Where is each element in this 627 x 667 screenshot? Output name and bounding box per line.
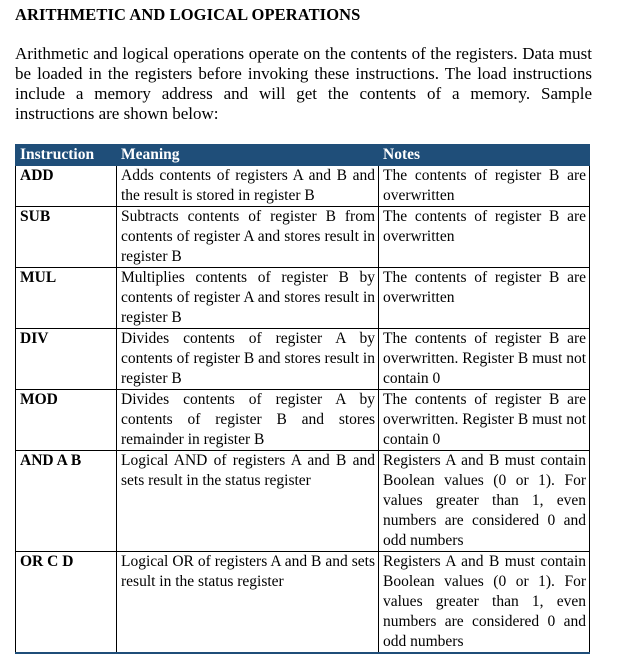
table-row (16, 451, 590, 552)
table-row (16, 207, 590, 268)
instruction-cell: MUL (16, 268, 117, 329)
header-instruction: Instruction (16, 145, 117, 166)
instruction-cell: SUB (16, 207, 117, 268)
meaning-cell: Divides contents of register A by contents of register B and stores remainder in register B (117, 390, 379, 451)
notes-cell: Registers A and B must contain Boolean values (0 or 1). For values greater than 1, even numbers are considered 0 and odd numbers (379, 451, 590, 552)
table-row (16, 390, 590, 451)
instruction-cell: MOD (16, 390, 117, 451)
notes-cell: The contents of register B are overwritten (379, 166, 590, 207)
intro-paragraph: Arithmetic and logical operations operate on the contents of the registers. Data must be loaded in the registers before invoking these instructions. The load instructions include a memory address and will get the contents of a memory. Sample instructions are shown below: (15, 44, 592, 123)
document-page (15, 4, 592, 650)
table-header (16, 145, 590, 166)
notes-cell: The contents of register B are overwritten (379, 268, 590, 329)
notes-cell: The contents of register B are overwritten (379, 207, 590, 268)
meaning-cell: Logical AND of registers A and B and sets result in the status register (117, 451, 379, 552)
instruction-cell: OR C D (16, 552, 117, 654)
instruction-cell: AND A B (16, 451, 117, 552)
header-notes: Notes (379, 145, 590, 166)
instruction-cell: DIV (16, 329, 117, 390)
meaning-cell: Logical OR of registers A and B and sets result in the status register (117, 552, 379, 654)
section-heading: ARITHMETIC AND LOGICAL OPERATIONS (15, 5, 361, 24)
table-row (16, 552, 590, 654)
table-row (16, 268, 590, 329)
meaning-cell: Multiplies contents of register B by contents of register A and stores result in register B (117, 268, 379, 329)
notes-cell: The contents of register B are overwritten. Register B must not contain 0 (379, 329, 590, 390)
table-row (16, 329, 590, 390)
notes-cell: The contents of register B are overwritten. Register B must not contain 0 (379, 390, 590, 451)
meaning-cell: Adds contents of registers A and B and the result is stored in register B (117, 166, 379, 207)
table-body (16, 166, 590, 654)
notes-cell: Registers A and B must contain Boolean values (0 or 1). For values greater than 1, even numbers are considered 0 and odd numbers (379, 552, 590, 654)
meaning-cell: Subtracts contents of register B from contents of register A and stores result in register B (117, 207, 379, 268)
table-header-row (16, 145, 590, 166)
instruction-cell: ADD (16, 166, 117, 207)
table-row (16, 166, 590, 207)
header-meaning: Meaning (117, 145, 379, 166)
instructions-table (15, 144, 590, 654)
meaning-cell: Divides contents of register A by contents of register B and stores result in register B (117, 329, 379, 390)
